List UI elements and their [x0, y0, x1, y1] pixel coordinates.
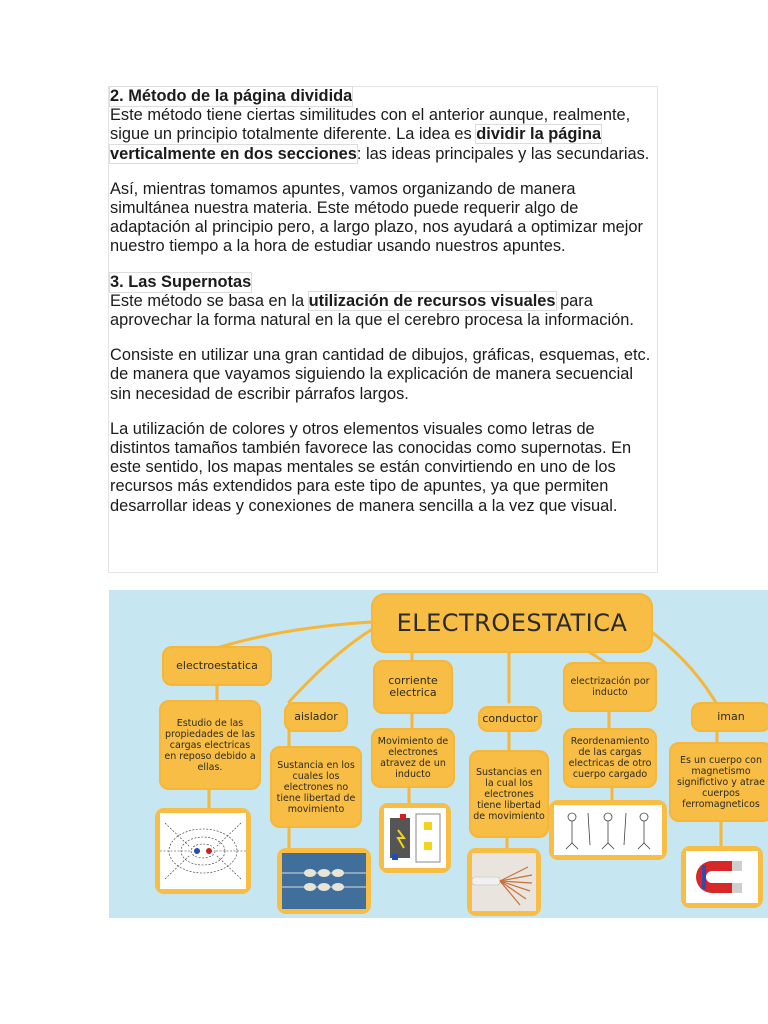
paragraph-text: Este método se basa en la [110, 291, 309, 310]
induction-sketch-icon [554, 805, 662, 855]
branch-label-iman: iman [691, 702, 768, 732]
paragraph [110, 106, 656, 164]
branch-label-aislador: aislador [284, 702, 348, 732]
magnet-image [681, 846, 763, 908]
branch-description-iman: Es un cuerpo con magnetismo significtivo y atrae cuerpos ferromagneticos [669, 742, 768, 822]
branch-description-corriente-electrica: Movimiento de electrones atravez de un inducto [371, 728, 455, 788]
paragraph: Así, mientras tomamos apuntes, vamos organizando de manera simultánea nuestra materia. Este método puede requerir algo de adaptación al principio pero, a largo plazo, nos ayudará a optimizar mejor nuestro tiempo a la hora de estudiar usando nuestros apuntes. [110, 179, 643, 256]
highlight-text: dividir la página verticalmente en dos secciones [110, 125, 602, 163]
paragraph: La utilización de colores y otros elementos visuales como letras de distintos tamaños también favorece las conocidas como supernotas. En este sentido, los mapas mentales se están convirtiendo en uno de los recursos más extendidos para este tipo de apuntes, ya que permiten desarrollar ideas y conexiones de manera sencilla a la vez que visual. [110, 419, 632, 515]
article-text [110, 87, 656, 516]
paragraph-text: : las ideas principales y las secundarias. [356, 144, 650, 163]
copper-wire-icon [472, 853, 536, 911]
section-heading: 2. Método de la página dividida [110, 87, 353, 105]
branch-description-electrizacion-por-inducto: Reordenamiento de las cargas electricas de otro cuerpo cargado [563, 728, 657, 788]
electric-field-image [155, 808, 251, 894]
section-heading: 3. Las Supernotas [110, 272, 252, 291]
branch-description-conductor: Sustancias en la cual los electrones tiene libertad de movimiento [469, 750, 549, 838]
horseshoe-magnet-icon [686, 851, 758, 903]
branch-label-electrizacion-por-inducto: electrización por inducto [563, 662, 657, 712]
paragraph-text: Este método tiene ciertas similitudes con el anterior aunque, realmente, sigue un principio totalmente diferente. La idea es [110, 106, 631, 144]
concept-map-image [109, 590, 768, 918]
branch-label-corriente-electrica: corriente electrica [373, 660, 453, 714]
circuit-image [379, 803, 451, 873]
branch-description-electroestatica: Estudio de las propiedades de las cargas electricas en reposo debido a ellas. [159, 700, 261, 790]
paragraph: Consiste en utilizar una gran cantidad de dibujos, gráficas, esquemas, etc. de manera que vayamos siguiendo la explicación de manera secuencial sin necesidad de escribir párrafos largos. [110, 346, 651, 403]
paragraph [110, 292, 656, 330]
branch-description-aislador: Sustancia en los cuales los electrones no tiene libertad de movimiento [270, 746, 362, 828]
conductor-wire-image [467, 848, 541, 916]
induction-sketch-image [549, 800, 667, 860]
map-title: ELECTROESTATICA [371, 593, 653, 653]
circuit-icon [384, 808, 446, 868]
electric-field-icon [160, 813, 246, 889]
insulator-image [277, 848, 371, 914]
insulator-icon [282, 853, 366, 909]
highlight-text: utilización de recursos visuales [308, 291, 556, 310]
branch-label-electroestatica: electroestatica [162, 646, 272, 686]
branch-label-conductor: conductor [478, 706, 542, 732]
paragraph-text: para aprovechar la forma natural en la que el cerebro procesa la información. [110, 291, 634, 330]
